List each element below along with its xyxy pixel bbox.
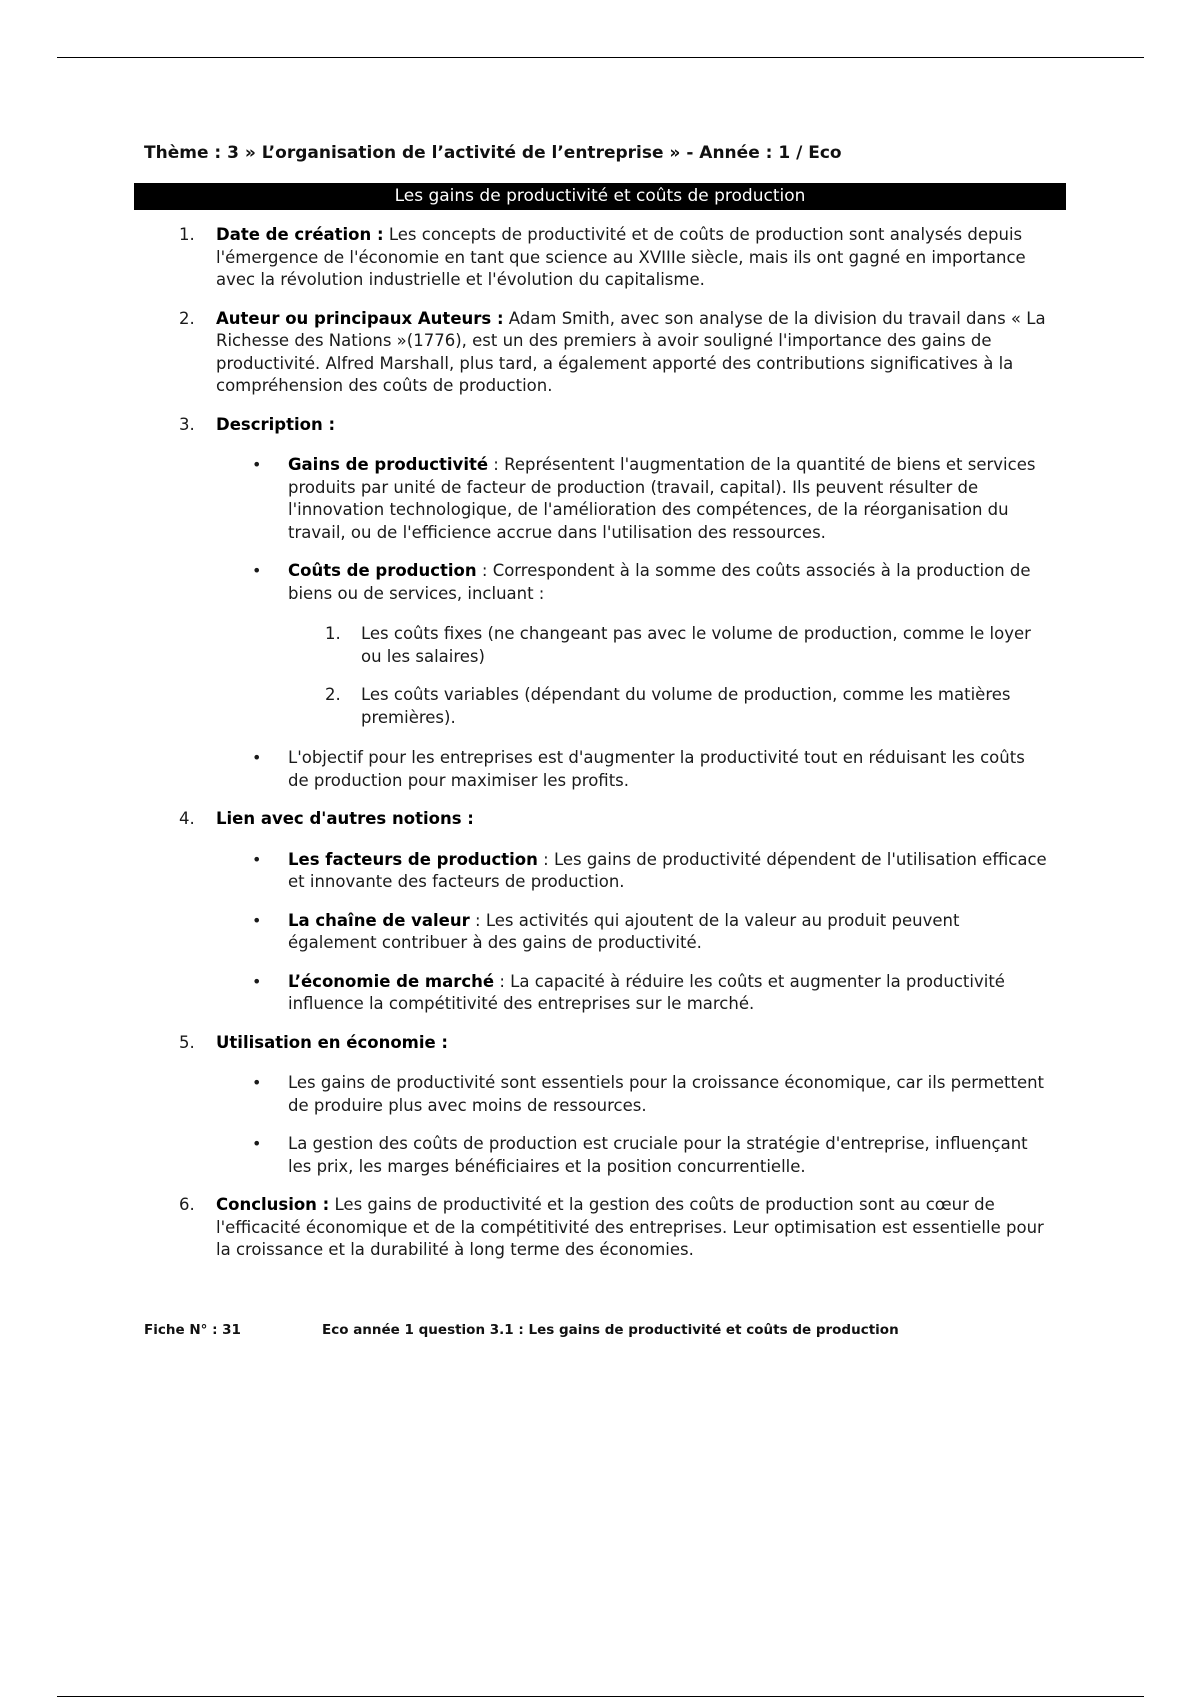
section-utilisation bbox=[0, 1032, 1200, 1055]
cost-types-list bbox=[0, 623, 1200, 729]
section-conclusion bbox=[0, 1194, 1200, 1262]
bullet-icon: • bbox=[252, 849, 262, 869]
bullet-icon: • bbox=[252, 910, 262, 930]
liens-bullets bbox=[0, 849, 1200, 1016]
bullet-label: Les facteurs de production bbox=[288, 849, 538, 869]
bullet-label: La chaîne de valeur bbox=[288, 910, 470, 930]
bullet-item bbox=[0, 747, 1200, 792]
bottom-rule bbox=[57, 1696, 1144, 1697]
fiche-number: Fiche N° : 31 bbox=[144, 1322, 241, 1338]
bullet-label: L’économie de marché bbox=[288, 971, 495, 991]
subitem-number: 1. bbox=[325, 624, 341, 643]
section-auteurs bbox=[0, 308, 1200, 398]
bullet-icon: • bbox=[252, 748, 262, 767]
title-banner: Les gains de productivité et coûts de production bbox=[134, 183, 1066, 210]
subitem-text: Les coûts variables (dépendant du volume de production, comme les matières premières). bbox=[361, 685, 1011, 727]
bullet-text: La gestion des coûts de production est cruciale pour la stratégie d'entreprise, influençant les prix, les marges bénéficiaires et la position concurrentielle. bbox=[288, 1134, 1028, 1176]
bullet-text: : Les gains de productivité dépendent de l'utilisation efficace et innovante des facteurs de production. bbox=[288, 849, 1047, 891]
section-liens bbox=[0, 808, 1200, 831]
section-number: 2. bbox=[179, 308, 195, 328]
bullet-label: Coûts de production bbox=[288, 561, 477, 580]
bullet-text: Les gains de productivité sont essentiels pour la croissance économique, car ils permettent de produire plus avec moins de ressources. bbox=[288, 1073, 1045, 1115]
question-reference: Eco année 1 question 3.1 : Les gains de productivité et coûts de production bbox=[322, 1322, 899, 1338]
bullet-icon: • bbox=[252, 971, 262, 991]
section-number: 6. bbox=[179, 1195, 195, 1214]
section-text: Les gains de productivité et la gestion des coûts de production sont au cœur de l'efficacité économique et de la compétitivité des entreprises. Leur optimisation est essentielle pour la croissance et la durabilité à long terme des économies. bbox=[216, 1195, 1044, 1259]
section-number: 4. bbox=[179, 809, 195, 828]
section-number: 3. bbox=[179, 414, 195, 434]
section-date-creation bbox=[0, 224, 1200, 292]
bullet-item bbox=[0, 971, 1200, 1016]
bullet-icon: • bbox=[252, 455, 262, 474]
description-bullets bbox=[0, 454, 1200, 792]
bullet-item bbox=[0, 910, 1200, 955]
bullet-item bbox=[0, 1072, 1200, 1117]
subitem-text: Les coûts fixes (ne changeant pas avec le volume de production, comme le loyer ou les salaires) bbox=[361, 624, 1031, 666]
bullet-text: : Correspondent à la somme des coûts associés à la production de biens ou de services, incluant : bbox=[288, 561, 1031, 603]
numbered-subitem bbox=[0, 684, 1200, 729]
bullet-text: : La capacité à réduire les coûts et augmenter la productivité influence la compétitivité des entreprises sur le marché. bbox=[288, 971, 1005, 1013]
section-number: 5. bbox=[179, 1032, 195, 1052]
bullet-item bbox=[0, 849, 1200, 894]
section-number: 1. bbox=[179, 225, 195, 244]
bullet-text: L'objectif pour les entreprises est d'augmenter la productivité tout en réduisant les coûts de production pour maximiser les profits. bbox=[288, 748, 1025, 790]
section-description bbox=[0, 414, 1200, 437]
section-label: Date de création : bbox=[216, 225, 384, 244]
section-label: Lien avec d'autres notions : bbox=[216, 809, 474, 828]
section-text: Les concepts de productivité et de coûts de production sont analysés depuis l'émergence de l'économie en tant que science au XVIIIe siècle, mais ils ont gagné en importance avec la révolution industrielle et l'évolution du capitalisme. bbox=[216, 225, 1026, 289]
section-label: Utilisation en économie : bbox=[216, 1032, 449, 1052]
bullet-item bbox=[0, 1133, 1200, 1178]
bullet-label: Gains de productivité bbox=[288, 455, 489, 474]
bullet-text: : Les activités qui ajoutent de la valeur au produit peuvent également contribuer à des gains de productivité. bbox=[288, 910, 960, 952]
bullet-icon: • bbox=[252, 1073, 262, 1092]
section-label: Conclusion : bbox=[216, 1195, 330, 1214]
top-rule bbox=[57, 57, 1144, 58]
section-text: Adam Smith, avec son analyse de la division du travail dans « La Richesse des Nations »(1776), est un des premiers à avoir souligné l'importance des gains de productivité. Alfred Marshall, plus tard, a également apporté des contributions significatives à la compréhension des coûts de production. bbox=[216, 308, 1046, 395]
subitem-number: 2. bbox=[325, 685, 341, 704]
bullet-icon: • bbox=[252, 1134, 262, 1153]
section-label: Auteur ou principaux Auteurs : bbox=[216, 308, 504, 328]
document-body bbox=[0, 224, 1200, 1278]
bullet-icon: • bbox=[252, 561, 262, 580]
section-label: Description : bbox=[216, 414, 336, 434]
utilisation-bullets bbox=[0, 1072, 1200, 1178]
bullet-item bbox=[0, 454, 1200, 544]
bullet-text: : Représentent l'augmentation de la quantité de biens et services produits par unité de facteur de production (travail, capital). Ils peuvent résulter de l'innovation technologique, de l'amélioration des compétences, de la réorganisation du travail, ou de l'efficience accrue dans l'utilisation des ressources. bbox=[288, 455, 1036, 542]
theme-heading: Thème : 3 » L’organisation de l’activité de l’entreprise » - Année : 1 / Eco bbox=[144, 143, 842, 163]
numbered-subitem bbox=[0, 623, 1200, 668]
bullet-item bbox=[0, 560, 1200, 605]
